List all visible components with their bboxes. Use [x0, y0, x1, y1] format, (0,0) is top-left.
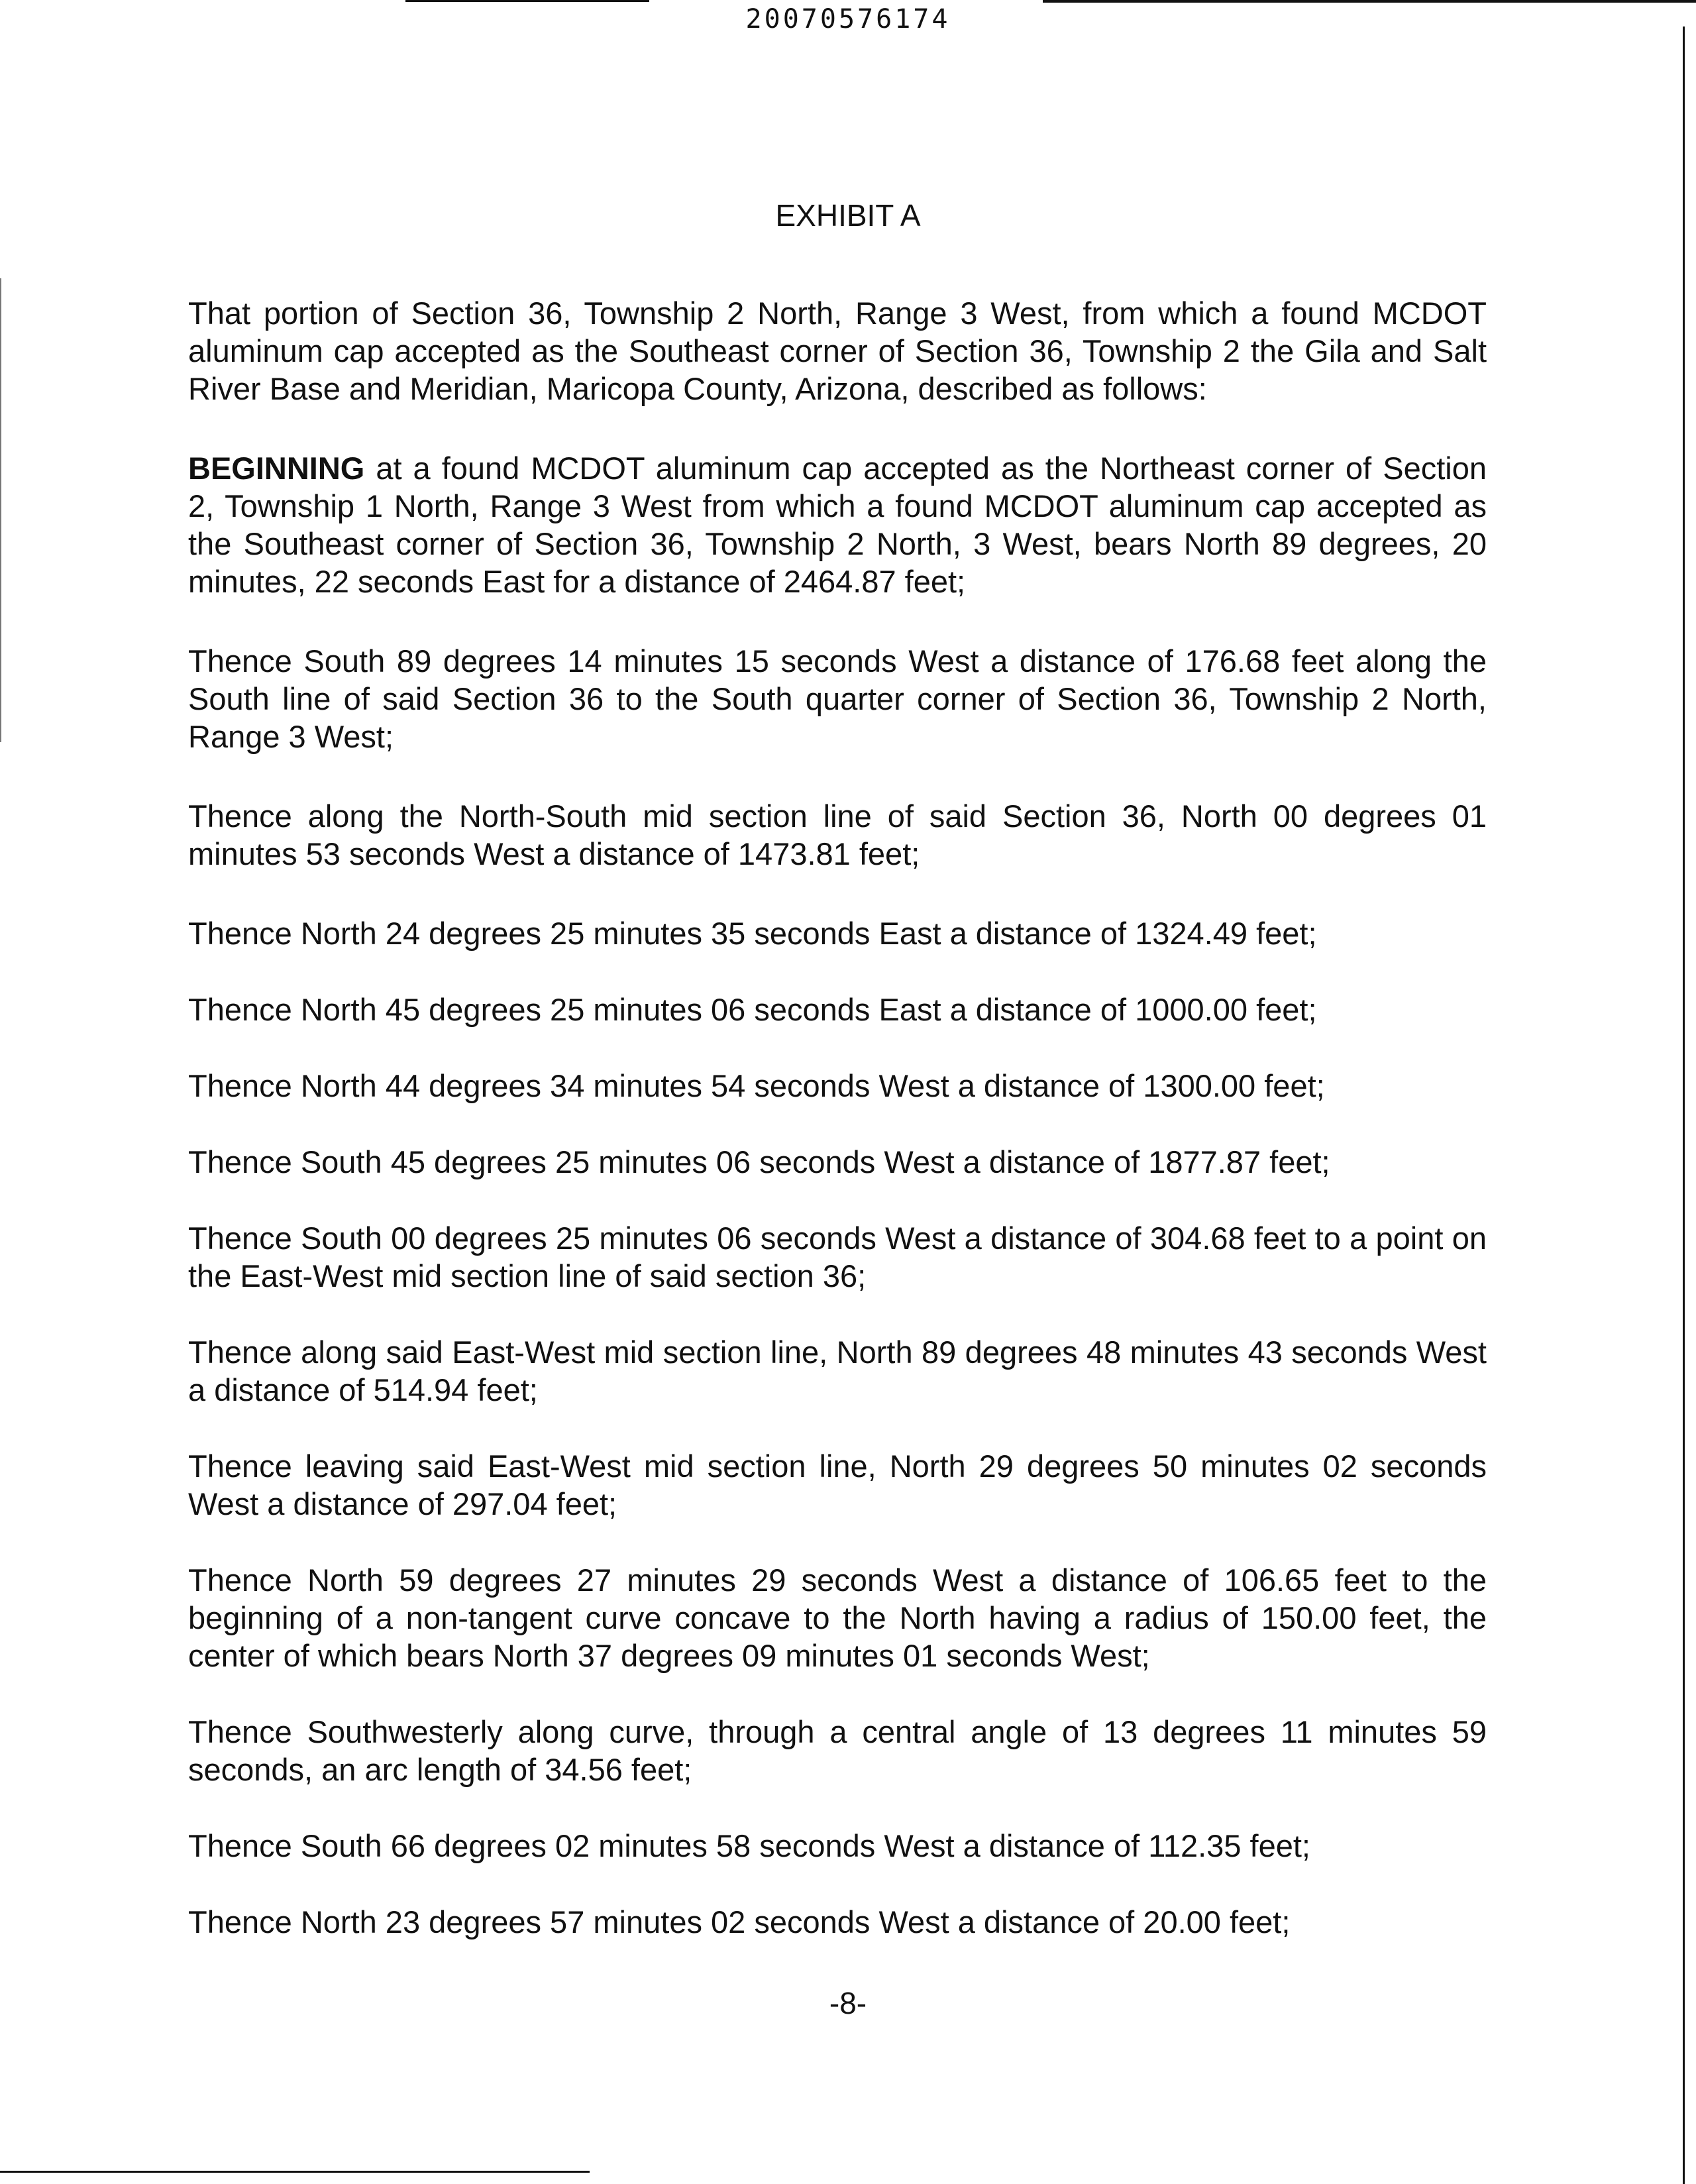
paragraph-text: Thence along the North-South mid section line of said Section 36, North 00 degrees 01 minutes 53 seconds West a distance of 1473.81 feet; [188, 798, 1487, 871]
paragraph-course [188, 1219, 1487, 1295]
paragraph-text: Thence South 66 degrees 02 minutes 58 seconds West a distance of 112.35 feet; [188, 1828, 1310, 1863]
document-number: 20070576174 [745, 4, 951, 34]
exhibit-title: EXHIBIT A [775, 198, 921, 233]
paragraph-course [188, 642, 1487, 755]
paragraph-text: Thence along said East-West mid section line, North 89 degrees 48 minutes 43 seconds West a distance of 514.94 feet; [188, 1335, 1487, 1407]
paragraph-course [188, 914, 1487, 952]
paragraph-course [188, 1067, 1487, 1105]
paragraph-course [188, 1561, 1487, 1674]
paragraph-course [188, 1827, 1487, 1865]
top-rule-right [1043, 0, 1696, 3]
bottom-rule [0, 2171, 590, 2173]
paragraph-text: Thence South 00 degrees 25 minutes 06 seconds West a distance of 304.68 feet to a point on the East-West mid section line of said section 36; [188, 1221, 1487, 1293]
paragraph-text: Thence North 59 degrees 27 minutes 29 seconds West a distance of 106.65 feet to the beginning of a non-tangent curve concave to the North having a radius of 150.00 feet, the center of which bears North 37 degrees 09 minutes 01 seconds West; [188, 1562, 1487, 1673]
paragraph-course [188, 1903, 1487, 1941]
paragraph-course [188, 1713, 1487, 1788]
paragraph-text: Thence North 44 degrees 34 minutes 54 seconds West a distance of 1300.00 feet; [188, 1068, 1325, 1103]
paragraph-course [188, 1143, 1487, 1181]
paragraph-text: at a found MCDOT aluminum cap accepted as the Northeast corner of Section 2, Township 1 North, Range 3 West from which a found MCDOT aluminum cap accepted as the Southeast corner of Section 36, Township 2 North, 3 West, bears North 89 degrees, 20 minutes, 22 seconds East for a distance of 2464.87 feet; [188, 451, 1487, 599]
right-edge-line [1683, 27, 1685, 2184]
paragraph-text: Thence North 24 degrees 25 minutes 35 seconds East a distance of 1324.49 feet; [188, 916, 1317, 951]
paragraph-text: Thence South 89 degrees 14 minutes 15 seconds West a distance of 176.68 feet along the South line of said Section 36 to the South quarter corner of Section 36, Township 2 North, Range 3 West; [188, 643, 1487, 754]
legal-description [188, 294, 1487, 1941]
paragraph-intro [188, 294, 1487, 408]
paragraph-course [188, 1333, 1487, 1409]
page-number: -8- [829, 1986, 867, 2020]
left-edge-line [0, 278, 1, 742]
paragraph-beginning [188, 449, 1487, 600]
paragraph-text: That portion of Section 36, Township 2 North, Range 3 West, from which a found MCDOT aluminum cap accepted as the Southeast corner of Section 36, Township 2 the Gila and Salt River Base and Meridian, Maricopa County, Arizona, described as follows: [188, 296, 1487, 406]
paragraph-lead: BEGINNING [188, 451, 365, 486]
paragraph-text: Thence North 45 degrees 25 minutes 06 seconds East a distance of 1000.00 feet; [188, 992, 1317, 1027]
paragraph-course [188, 991, 1487, 1028]
paragraph-text: Thence South 45 degrees 25 minutes 06 seconds West a distance of 1877.87 feet; [188, 1144, 1330, 1179]
paragraph-text: Thence North 23 degrees 57 minutes 02 seconds West a distance of 20.00 feet; [188, 1904, 1291, 1939]
paragraph-text: Thence Southwesterly along curve, through a central angle of 13 degrees 11 minutes 59 seconds, an arc length of 34.56 feet; [188, 1714, 1487, 1787]
paragraph-course [188, 797, 1487, 873]
top-rule-left [405, 0, 649, 2]
paragraph-course [188, 1447, 1487, 1523]
paragraph-text: Thence leaving said East-West mid section line, North 29 degrees 50 minutes 02 seconds West a distance of 297.04 feet; [188, 1448, 1487, 1521]
